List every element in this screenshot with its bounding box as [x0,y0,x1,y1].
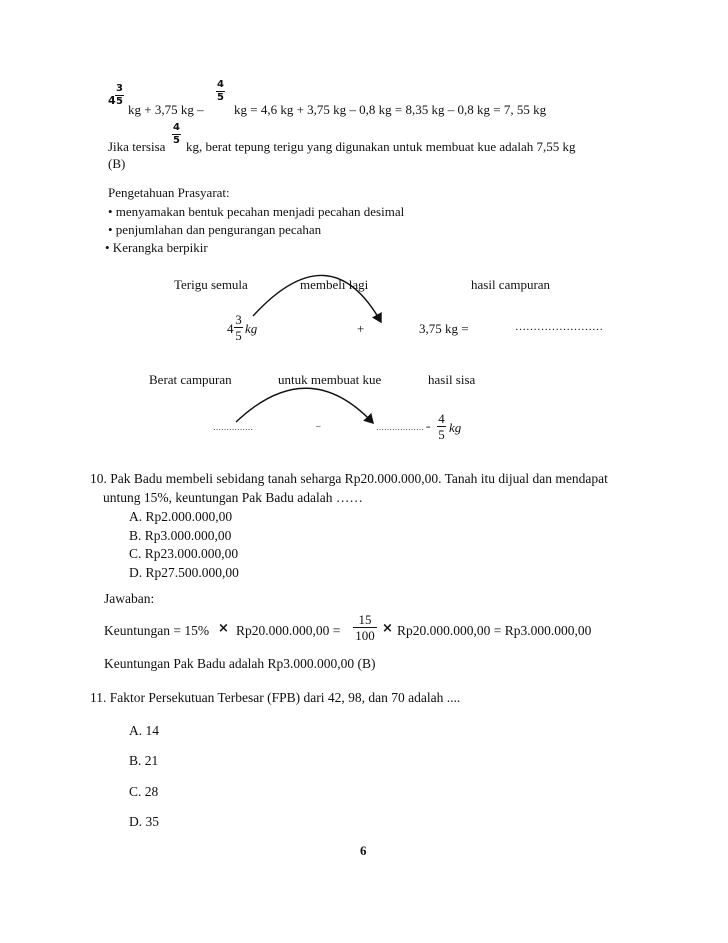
diagram2-header-kue: untuk membuat kue [278,372,382,387]
conclusion-den: 5 [173,135,180,146]
q10-frac-den: 100 [355,628,375,643]
diagram2-blank1: …………… [213,423,253,432]
q11-option-c: C. 28 [129,784,159,799]
prereq-item: • penjumlahan dan pengurangan pecahan [108,222,322,237]
q11-question: 11. Faktor Persekutuan Terbesar (FPB) dari 42, 98, dan 70 adalah .... [90,690,461,705]
q11-option-b: B. 21 [129,753,159,768]
q11-option-d: D. 35 [129,814,159,829]
page-number: 6 [360,843,367,858]
diagram2-unit: kg [449,420,462,435]
diagram1-den: 5 [235,328,242,343]
conclusion-text-a: Jika tersisa [108,139,166,154]
conclusion-answer: (B) [108,156,126,171]
q10-calc-a: Keuntungan = 15% [104,623,210,638]
diagram1-num: 3 [235,312,242,327]
arrow-1 [253,275,381,322]
times-icon: × [218,621,229,636]
diagram2-header-berat: Berat campuran [149,372,232,387]
eq1-num: 3 [116,83,123,94]
q10-question-line2: untung 15%, keuntungan Pak Badu adalah …… [103,490,363,505]
q10-calc-c: Rp20.000.000,00 = Rp3.000.000,00 [397,623,592,638]
q10-frac-num: 15 [358,612,372,627]
diagram1-unit: kg [245,321,258,336]
times-icon: × [382,621,393,636]
eq1-text-b: kg = 4,6 kg + 3,75 kg – 0,8 kg = 8,35 kg – 0,8 kg = 7, 55 kg [234,102,547,117]
conclusion-num: 4 [173,122,180,133]
diagram2-header-sisa: hasil sisa [428,372,476,387]
q10-option-c: C. Rp23.000.000,00 [129,546,239,561]
q10-option-d: D. Rp27.500.000,00 [129,565,239,580]
diagram1-header-hasil: hasil campuran [471,277,551,292]
q10-answer-label: Jawaban: [104,591,155,606]
q10-question-line1: 10. Pak Badu membeli sebidang tanah seharga Rp20.000.000,00. Tanah itu dijual dan mendapat [90,471,608,486]
eq1-f2-num: 4 [217,79,224,90]
diagram1-plus: + [357,321,365,336]
diagram1-header-membeli: membeli lagi [300,277,369,292]
diagram2-blank2: ……………… = [376,423,431,432]
q10-fraction [353,613,377,642]
q11-option-a: A. 14 [129,723,159,738]
diagram2-num: 4 [438,411,445,426]
q10-option-a: A. Rp2.000.000,00 [129,509,233,524]
diagram1-whole: 4 [227,321,234,336]
diagram1-blank: …………………… [515,321,603,333]
conclusion-text-b: kg, berat tepung terigu yang digunakan untuk membuat kue adalah 7,55 kg [186,139,576,154]
q10-conclusion: Keuntungan Pak Badu adalah Rp3.000.000,00 (B) [104,656,376,671]
eq1-f2-den: 5 [217,92,224,103]
q10-option-b: B. Rp3.000.000,00 [129,528,232,543]
diagram1-value: 3,75 kg = [419,321,469,336]
eq1-den: 5 [116,96,123,107]
diagram2-den: 5 [438,427,445,442]
prereq-item: • Kerangka berpikir [105,240,208,255]
prereq-title: Pengetahuan Prasyarat: [108,185,230,200]
eq1-text-a: kg + 3,75 kg – [128,102,204,117]
q10-calc-b: Rp20.000.000,00 = [236,623,341,638]
prereq-item: • menyamakan bentuk pecahan menjadi pecahan desimal [108,204,405,219]
arrow-2 [236,388,373,423]
eq1-whole: 4 [108,94,116,107]
diagram1-header-terigu: Terigu semula [174,277,248,292]
diagram2-minus: – [316,421,321,431]
